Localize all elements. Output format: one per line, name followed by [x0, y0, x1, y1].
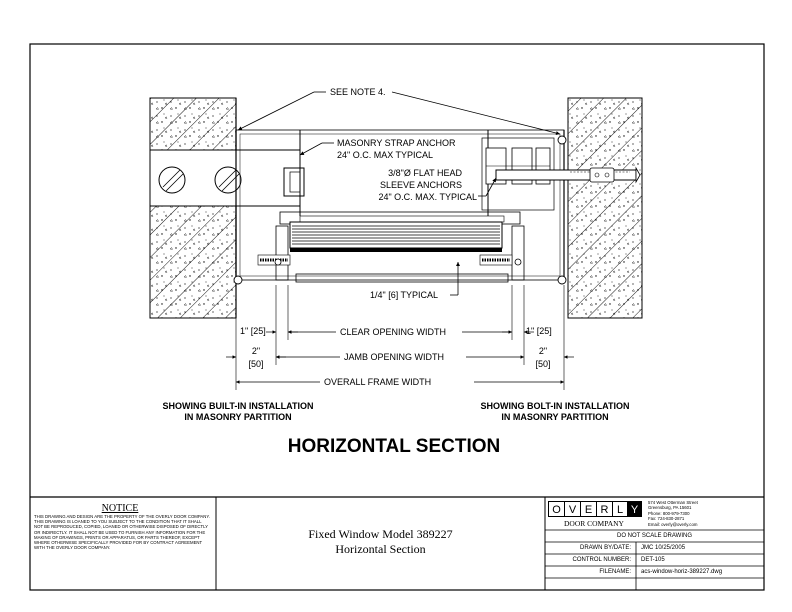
- drawing-title: HORIZONTAL SECTION: [287, 436, 501, 457]
- model-name: Fixed Window Model 389227: [308, 527, 453, 541]
- dimension-row-jamb: [226, 346, 574, 369]
- do-not-scale-note: DO NOT SCALE DRAWING: [616, 533, 692, 539]
- svg-text:Y: Y: [630, 504, 639, 516]
- svg-text:O: O: [552, 504, 561, 516]
- strap-anchor-line-2: 24" O.C. MAX TYPICAL: [337, 150, 434, 160]
- dim-overall-frame: OVERALL FRAME WIDTH: [324, 377, 432, 387]
- model-description: [218, 527, 543, 557]
- dim-right-2in-b: [50]: [535, 359, 551, 369]
- sleeve-line-2: SLEEVE ANCHORS: [379, 180, 462, 190]
- installation-captions: [163, 401, 630, 422]
- dim-right-2in-a: 2": [538, 346, 548, 356]
- svg-text:L: L: [616, 504, 624, 516]
- svg-text:V: V: [568, 504, 577, 516]
- address-line: Email: overly@overly.com: [648, 521, 698, 527]
- notice-title: NOTICE: [101, 503, 139, 514]
- see-note-label: SEE NOTE 4.: [330, 87, 386, 97]
- caption-right-line-2: IN MASONRY PARTITION: [501, 412, 609, 422]
- dim-right-1in: 1" [25]: [526, 326, 552, 336]
- notice-body: THIS DRAWING AND DESIGN ARE THE PROPERTY OF THE OVERLY DOOR COMPANY. THIS DRAWING IS LOANED TO YOU SUBJECT TO THE CONDITION THAT IT SHALL NOT BE REPRODUCED, COPIED, LOANED OR OTHERWISE DISPOSED OF DIRECTLY OR INDIRECTLY. IT SHALL NOT BE USED TO FURNISH ANY INFORMATION FOR THE MAKING OF DRAWINGS, PRINTS OR APPARATUS, OR PARTS THEREOF, EXCEPT WHERE OTHERWISE SPECIFICALLY PROVIDED FOR BY CONTRACT AGREEMENT WITH THE OVERLY DOOR COMPANY.: [34, 514, 210, 551]
- right-masonry-wall: [568, 98, 642, 318]
- callout-sleeve-anchors: [378, 168, 496, 202]
- company-address: [648, 500, 760, 527]
- dimension-row-overall: [236, 377, 564, 387]
- logo-subtitle: DOOR COMPANY: [564, 519, 624, 528]
- sleeve-line-1: 3/8"Ø FLAT HEAD: [388, 168, 462, 178]
- filename-value: acs-window-horiz-389227.dwg: [641, 569, 723, 575]
- caption-right-line-1: SHOWING BOLT-IN INSTALLATION: [480, 401, 630, 411]
- right-glazing-gasket: [480, 255, 521, 265]
- dim-left-1in: 1" [25]: [240, 326, 266, 336]
- dimension-extension-lines: [236, 285, 564, 390]
- drawn-by-label: DRAWN BY/DATE:: [579, 545, 631, 551]
- filename-label: FILENAME:: [599, 569, 631, 575]
- address-line: 574 West Otterman Street: [648, 500, 698, 505]
- left-strap-anchor: [150, 150, 304, 206]
- address-line: Phone: 800-979-7300: [648, 510, 690, 516]
- drawn-by-value: JMC 10/25/2005: [641, 545, 686, 551]
- control-number-value: DET-105: [641, 557, 665, 563]
- callout-strap-anchor: [300, 138, 456, 160]
- address-line: Greensburg, PA 15601: [648, 505, 692, 511]
- callout-see-note: [238, 87, 560, 134]
- model-view: Horizontal Section: [335, 542, 426, 556]
- typical-label: 1/4" [6] TYPICAL: [370, 290, 439, 300]
- control-number-label: CONTROL NUMBER:: [572, 557, 631, 563]
- callout-typical-gap: [370, 262, 458, 300]
- address-line: Fax: 724-830-2871: [648, 516, 685, 522]
- svg-text:E: E: [584, 504, 593, 516]
- dim-jamb-opening: JAMB OPENING WIDTH: [344, 352, 445, 362]
- glazing-panel: [290, 222, 502, 252]
- dim-left-2in-b: [50]: [248, 359, 264, 369]
- overly-logo: [548, 501, 642, 528]
- strap-anchor-line-1: MASONRY STRAP ANCHOR: [337, 138, 456, 148]
- left-glazing-gasket: [258, 255, 290, 265]
- dimension-row-clear: [240, 326, 552, 337]
- dim-left-2in-a: 2": [251, 346, 261, 356]
- svg-text:R: R: [600, 504, 609, 516]
- caption-left-line-2: IN MASONRY PARTITION: [184, 412, 292, 422]
- sleeve-line-3: 24" O.C. MAX. TYPICAL: [378, 192, 477, 202]
- dim-clear-opening: CLEAR OPENING WIDTH: [340, 327, 447, 337]
- left-masonry-wall: [150, 98, 236, 318]
- caption-left-line-1: SHOWING BUILT-IN INSTALLATION: [162, 401, 314, 411]
